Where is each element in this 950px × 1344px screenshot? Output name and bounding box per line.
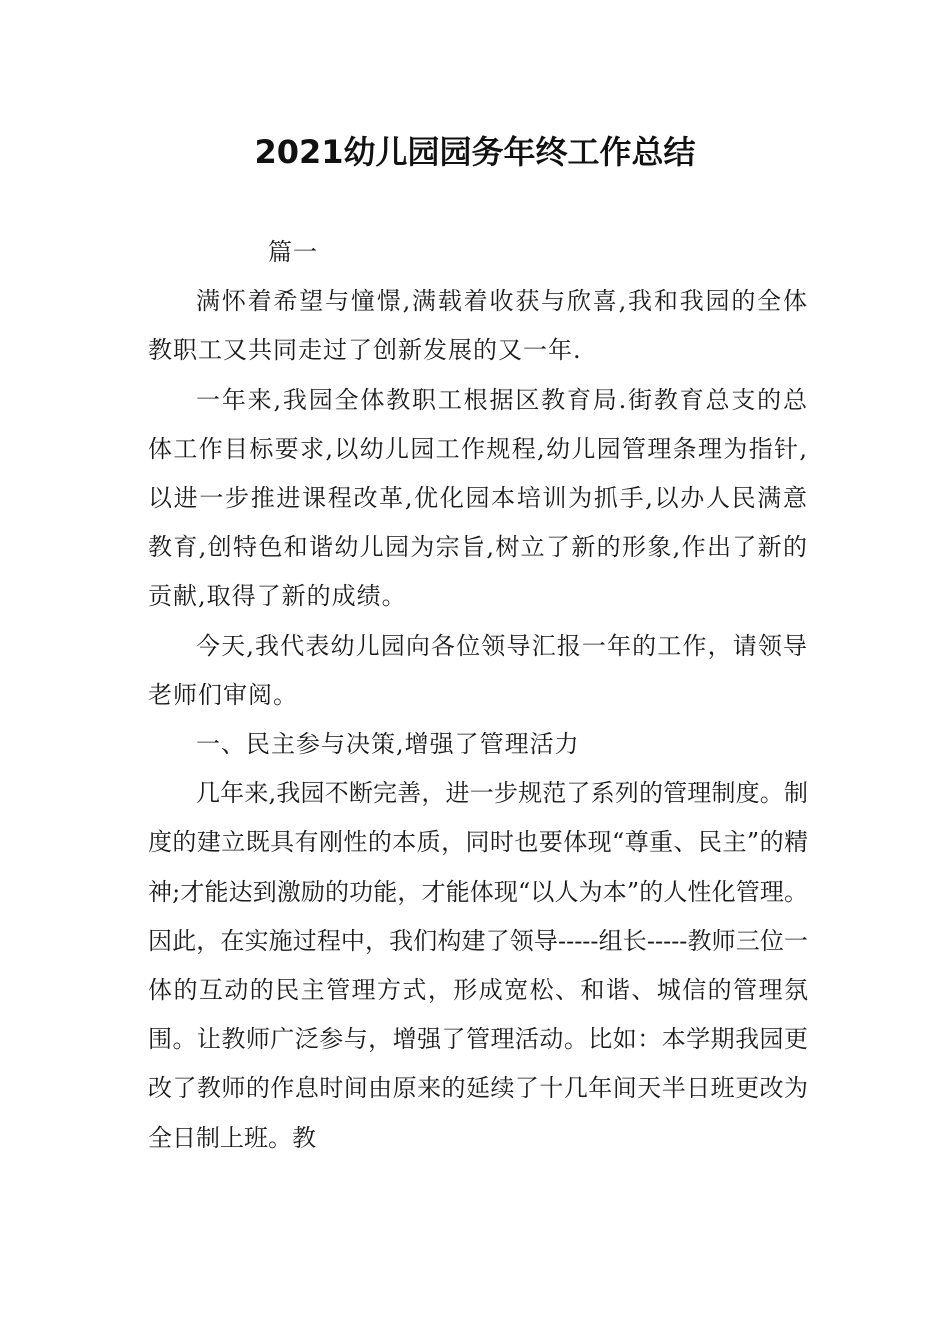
section-heading: 一、民主参与决策,增强了管理活力 bbox=[196, 730, 580, 759]
paragraph-management: 几年来,我园不断完善，进一步规范了系列的管理制度。制度的建立既具有刚性的本质，同时也要体现“尊重、民主”的精神;才能达到激励的功能，才能体现“以人为本”的人性化管理。因此，在实施过程中，我们构建了领导-----组长-----教师三位一体的互动的民主管理方式，形成宽松、和谐、城信的管理氛围。让教师广泛参与，增强了管理活动。比如：本学期我园更改了教师的作息时间由原来的延续了十几年间天半日班更改为全日制上班。教 bbox=[148, 779, 808, 1152]
document-title: 2021幼儿园园务年终工作总结 bbox=[254, 133, 696, 171]
section-label: 篇一 bbox=[268, 238, 318, 266]
paragraph-report: 今天,我代表幼儿园向各位领导汇报一年的工作，请领导老师们审阅。 bbox=[148, 631, 808, 709]
paragraph-intro: 满怀着希望与憧憬,满载着收获与欣喜,我和我园的全体教职工又共同走过了创新发展的又一年. bbox=[148, 287, 808, 365]
document-body bbox=[148, 228, 808, 1163]
paragraph-overview: 一年来,我园全体教职工根据区教育局.街教育总支的总体工作目标要求,以幼儿园工作规程,幼儿园管理条理为指针,以进一步推进课程改革,优化园本培训为抓手,以办人民满意教育,创特色和谐幼儿园为宗旨,树立了新的形象,作出了新的贡献,取得了新的成绩。 bbox=[148, 385, 808, 611]
